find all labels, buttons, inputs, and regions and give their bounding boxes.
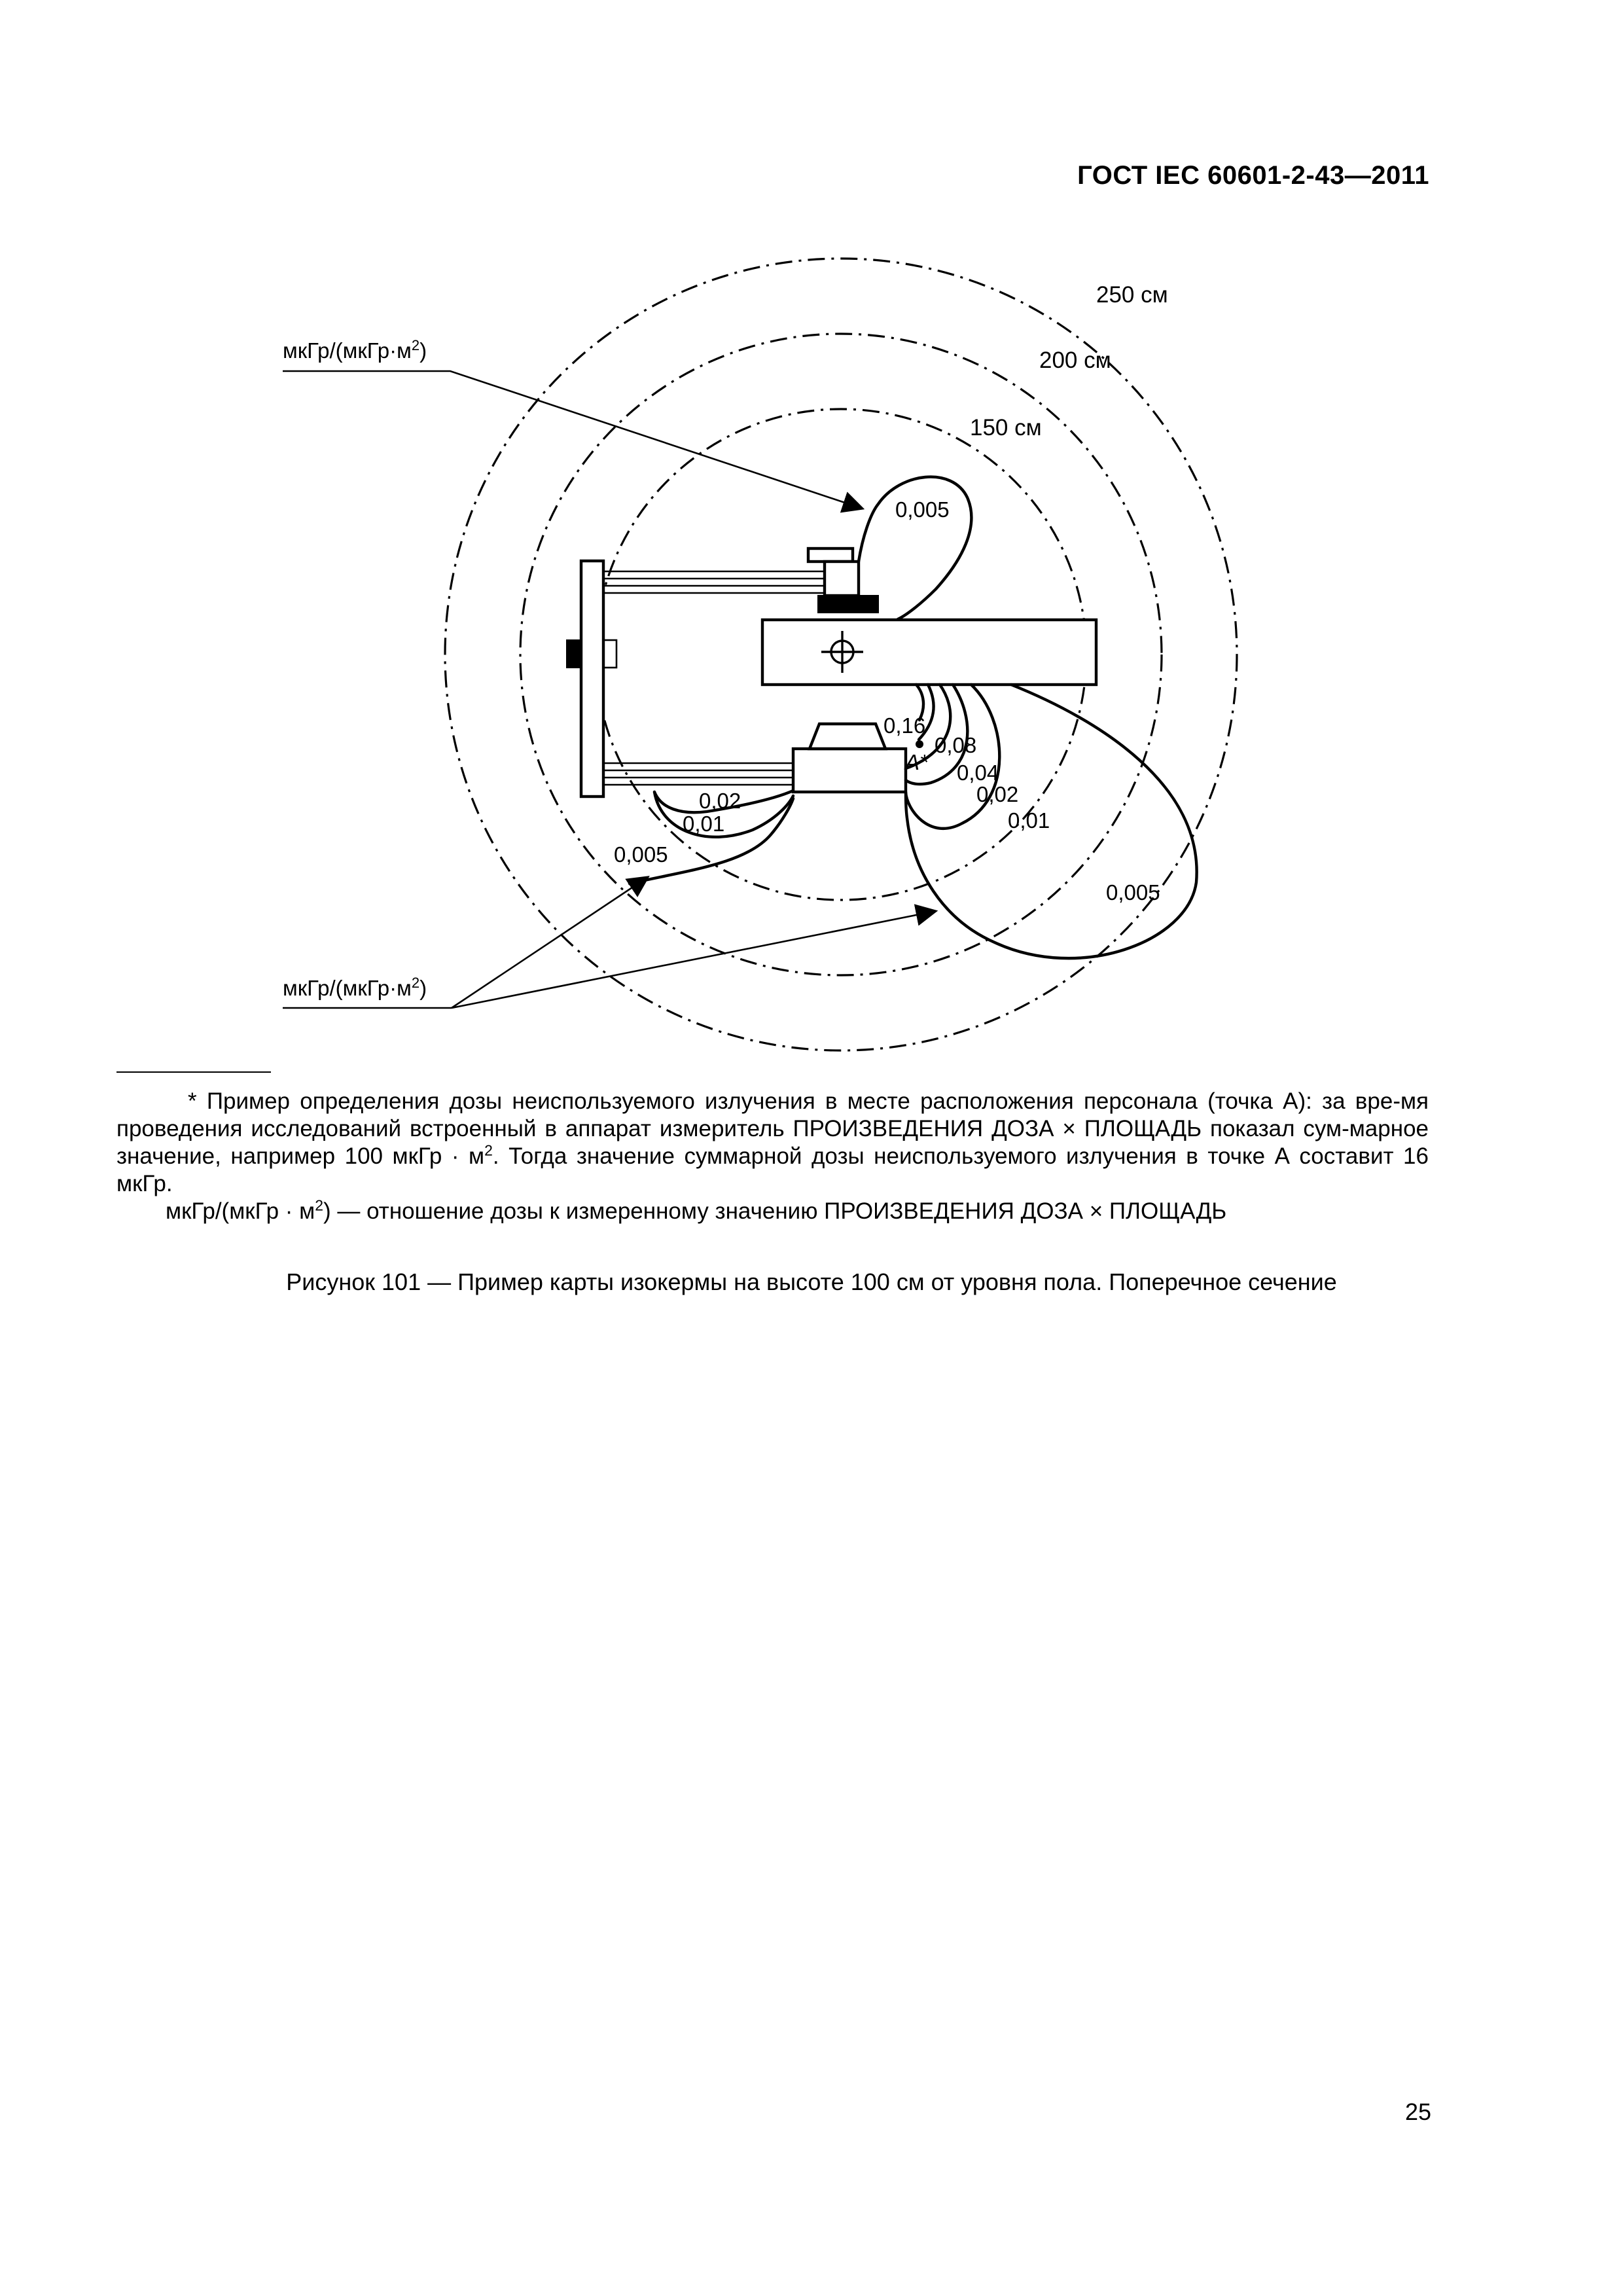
contour-label-0005-right: 0,005 [1106,880,1160,905]
point-a-marker [916,740,923,748]
contour-label-004: 0,04 [957,761,999,785]
unit-label-top: мкГр/$(мкГр\cdot м^2)$ [283,336,427,363]
isokerma-map-figure [0,0,1623,1086]
contour-label-016: 0,16 [883,713,926,738]
figure-caption: Рисунок 101 — Пример карты изокермы на высоте 100 см от уровня пола. Поперечное сечение [286,1268,1337,1295]
radius-label-200: 200 см [1039,348,1111,373]
xray-tube-body [825,562,859,596]
contour-label-002-right: 0,02 [976,782,1019,806]
c-arm-handle [567,640,581,668]
c-arm-handle-outline [603,640,616,668]
c-arm-vertical-frame [581,561,603,797]
contour-label-0005-left: 0,005 [614,842,668,867]
contour-label-002-left: 0,02 [699,789,741,813]
c-arm-equipment [567,548,1096,797]
contour-label-001-left: 0,01 [683,812,725,836]
page-number: 25 [1404,2098,1431,2125]
image-receptor-top [810,724,885,749]
point-a-label: A* [905,750,928,774]
xray-tube-collimator [818,596,878,613]
xray-tube-cap [808,548,853,562]
figure-footnote [116,1088,1429,1225]
patient-table [762,620,1096,685]
unit-label-bottom: мкГр/$(мкГр\cdot м^2)$ [283,974,427,1000]
contour-label-001-right: 0,01 [1008,808,1050,833]
footnote-separator [116,1071,271,1073]
footnote-example: * Пример определения дозы неиспользуемого излучения в месте расположения персонала (точка А): за вре-мя проведения исследований встроенный в аппарат измеритель ПРОИЗВЕДЕНИЯ ДОЗА × ПЛОЩАДЬ показал сум-марное значение, например 100 мкГр · $м^2$. Тогда значение суммарной дозы неиспользуемого излучения в точке А составит 16 мкГр. [116,1088,1429,1196]
radius-label-250: 250 см [1096,282,1168,308]
contour-label-008: 0,08 [935,733,977,757]
contour-label-top-0005: 0,005 [895,497,950,522]
document-header: ГОСТ IEC 60601-2-43—2011 [1077,161,1429,190]
footnote-unit-definition: мкГр/(мкГр · $м^2$) — отношение дозы к измеренному значению ПРОИЗВЕДЕНИЯ ДОЗА × ПЛОЩАДЬ [166,1196,1227,1224]
radius-label-150: 150 см [970,415,1042,440]
unit-label-top-leader [283,371,863,509]
image-receptor [793,749,906,792]
